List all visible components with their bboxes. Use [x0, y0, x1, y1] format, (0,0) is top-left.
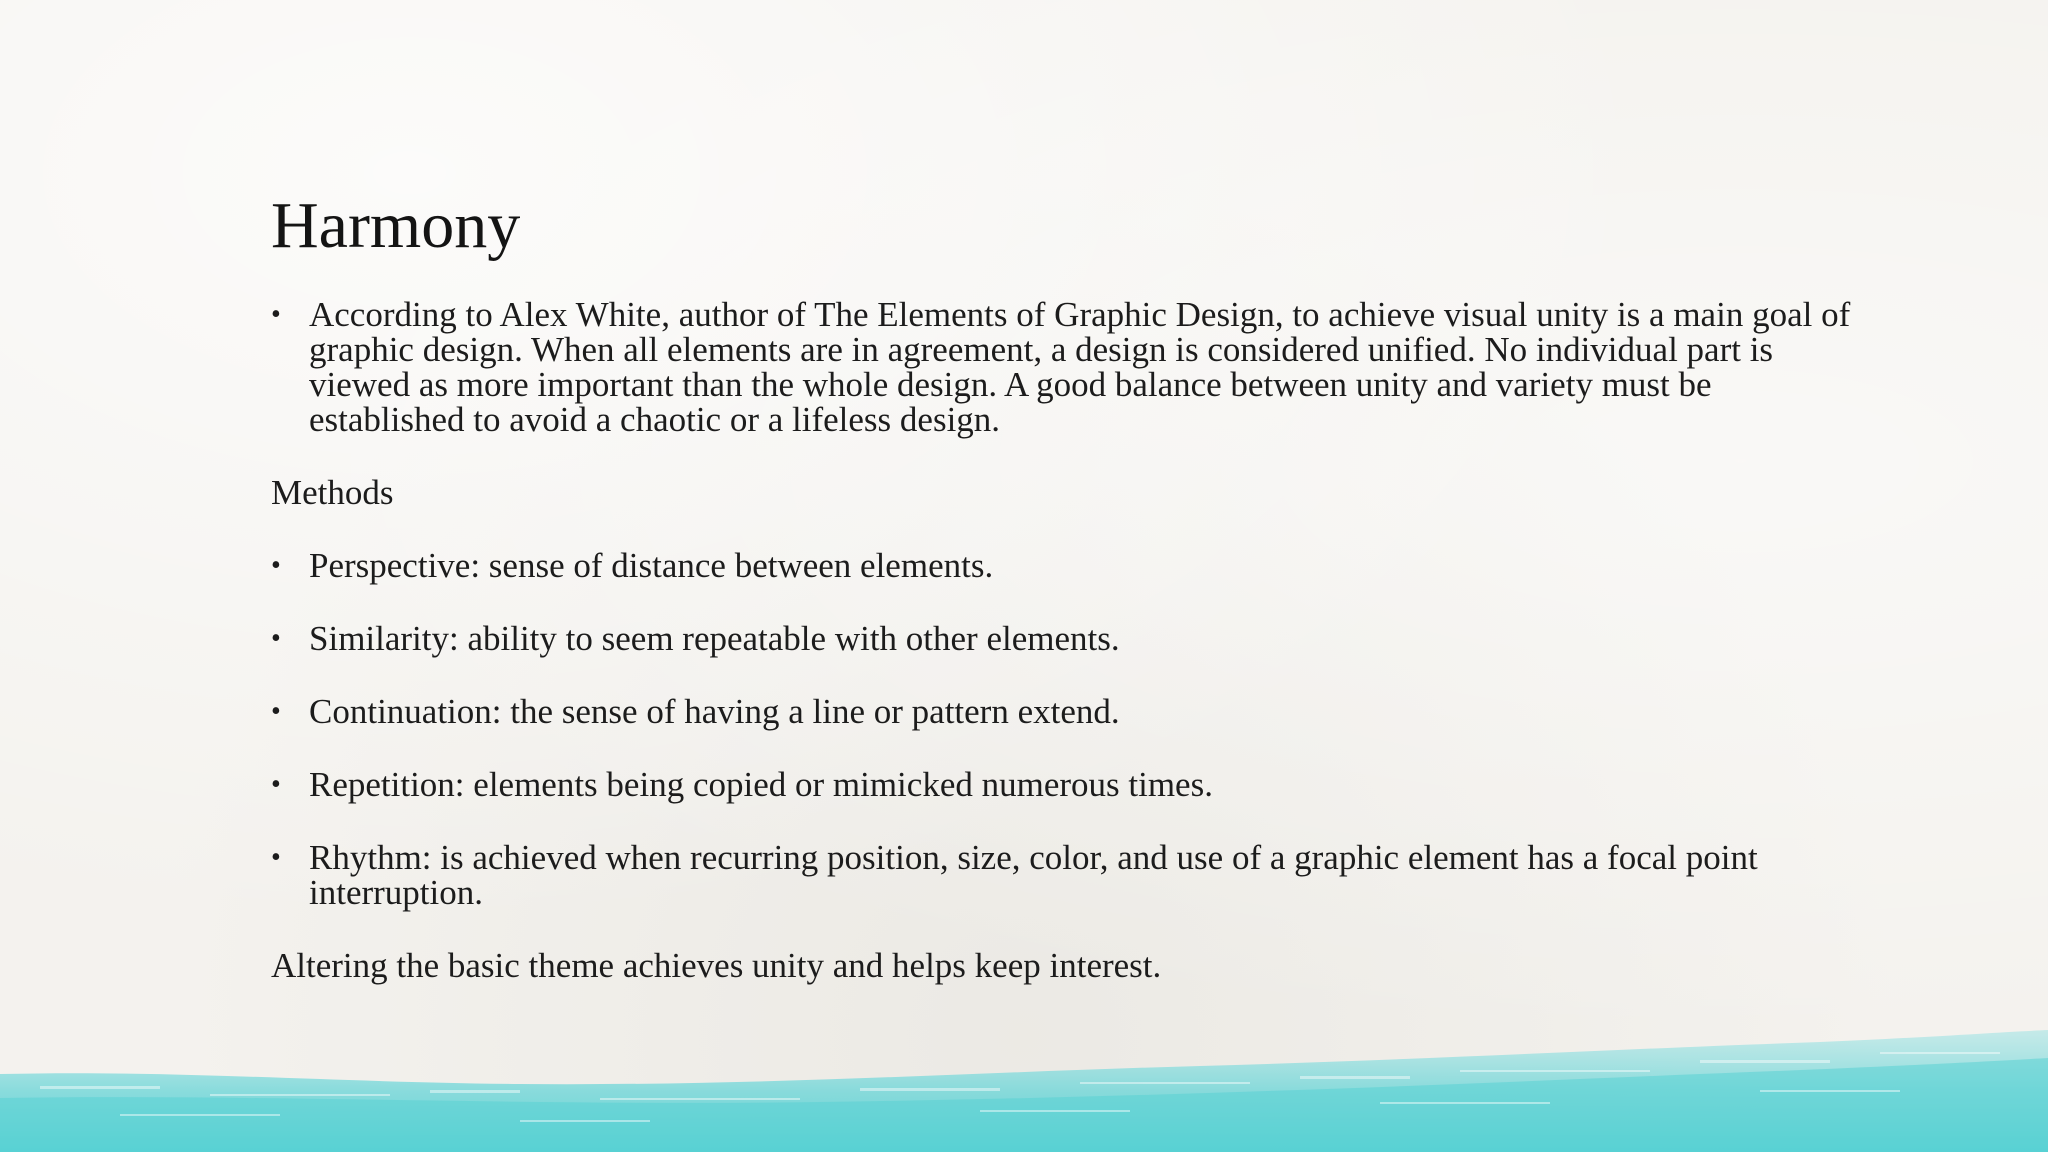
slide-body	[271, 294, 1871, 985]
bullet-icon: •	[271, 695, 281, 727]
methods-heading: Methods	[271, 472, 394, 512]
slide-title: Harmony	[271, 189, 521, 262]
bullet-icon: •	[271, 841, 281, 873]
bullet-icon: •	[271, 768, 281, 800]
method-text: Perspective: sense of distance between elements.	[309, 545, 994, 585]
method-text: Repetition: elements being copied or mimicked numerous times.	[309, 764, 1213, 804]
method-text: Rhythm: is achieved when recurring position, size, color, and use of a graphic element has a focal point interruption.	[309, 837, 1758, 912]
method-item-repetition	[271, 764, 1871, 804]
intro-text: According to Alex White, author of The Elements of Graphic Design, to achieve visual unity is a main goal of graphic design. When all elements are in agreement, a design is considered unified. No individual part is viewed as more important than the whole design. A good balance between unity and variety must be established to avoid a chaotic or a lifeless design.	[309, 294, 1851, 439]
method-text: Similarity: ability to seem repeatable with other elements.	[309, 618, 1120, 658]
method-item-perspective	[271, 545, 1871, 585]
method-item-rhythm	[271, 837, 1871, 912]
method-item-similarity	[271, 618, 1871, 658]
method-item-continuation	[271, 691, 1871, 731]
bullet-icon: •	[271, 622, 281, 654]
bullet-icon: •	[271, 298, 281, 330]
bullet-icon: •	[271, 549, 281, 581]
method-text: Continuation: the sense of having a line or pattern extend.	[309, 691, 1120, 731]
closing-text: Altering the basic theme achieves unity and helps keep interest.	[271, 945, 1162, 985]
watercolor-wash-decoration	[0, 1002, 2048, 1152]
intro-bullet	[271, 294, 1871, 439]
slide-content	[271, 190, 1871, 1021]
